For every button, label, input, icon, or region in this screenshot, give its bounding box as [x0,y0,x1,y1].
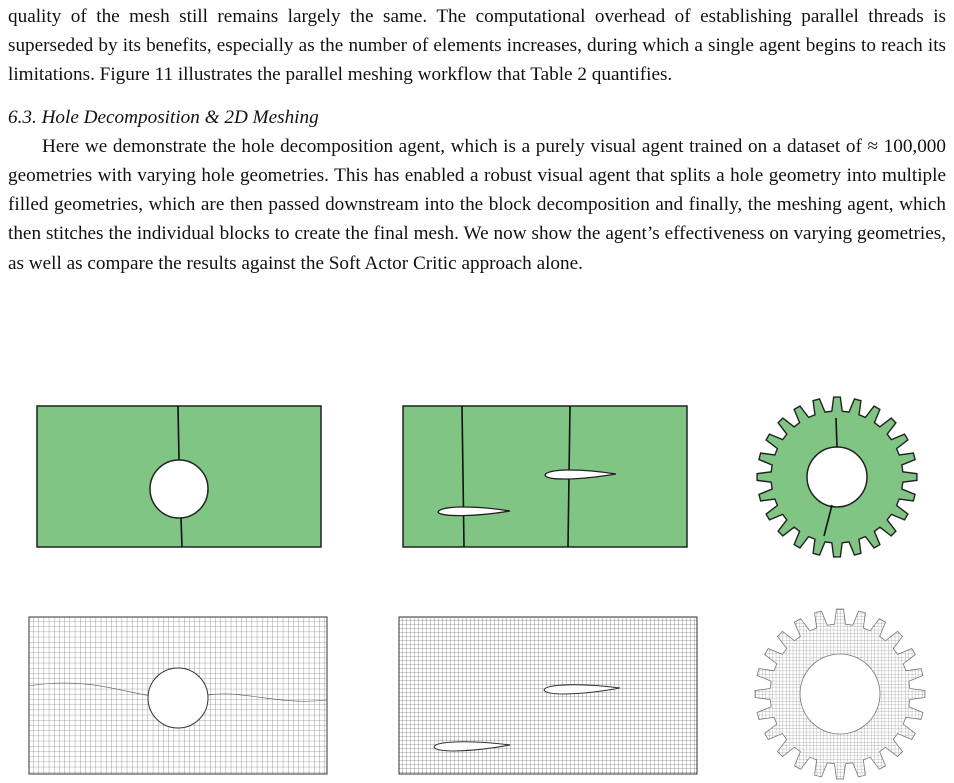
text-block [8,2,946,278]
gear-center-hole [800,654,880,734]
panel-gear-decomposition [752,392,922,562]
paragraph-top: quality of the mesh still remains largely the same. The computational overhead of establishing parallel threads is superseded by its benefits, especially as the number of elements increases, during which a single agent begins to reach its limitations. Figure 11 illustrates the parallel meshing workflow that Table 2 quantifies. [8,6,946,86]
circular-hole [150,460,208,518]
figure-hole-decomposition [0,392,954,783]
panel-plate-circle-mesh [28,616,328,776]
panel-plate-airfoils-decomposition [402,405,688,549]
panel-gear-mesh [752,606,928,782]
section-heading: 6.3. Hole Decomposition & 2D Meshing [8,106,319,128]
plate-rect [403,406,687,547]
panel-plate-airfoils-mesh [398,616,698,776]
split-line-bottom [181,518,182,547]
panel-plate-circle-decomposition [36,405,322,549]
paragraph-main: Here we demonstrate the hole decomposition agent, which is a purely visual agent trained on a dataset of ≈ 100,000 geometries with varying hole geometries. This has enabled a robust visual agent that splits a hole geometry into multiple filled geometries, which are then passed downstream into the block decomposition and finally, the meshing agent, which then stitches the individual blocks to create the final mesh. We now show the agent’s effectiveness on varying geometries, as well as compare the results against the Soft Actor Critic approach alone. [8,135,946,274]
circular-hole [148,668,208,728]
gear-center-hole [807,447,867,507]
split-line-top [178,406,179,460]
split-line-top [836,418,837,447]
